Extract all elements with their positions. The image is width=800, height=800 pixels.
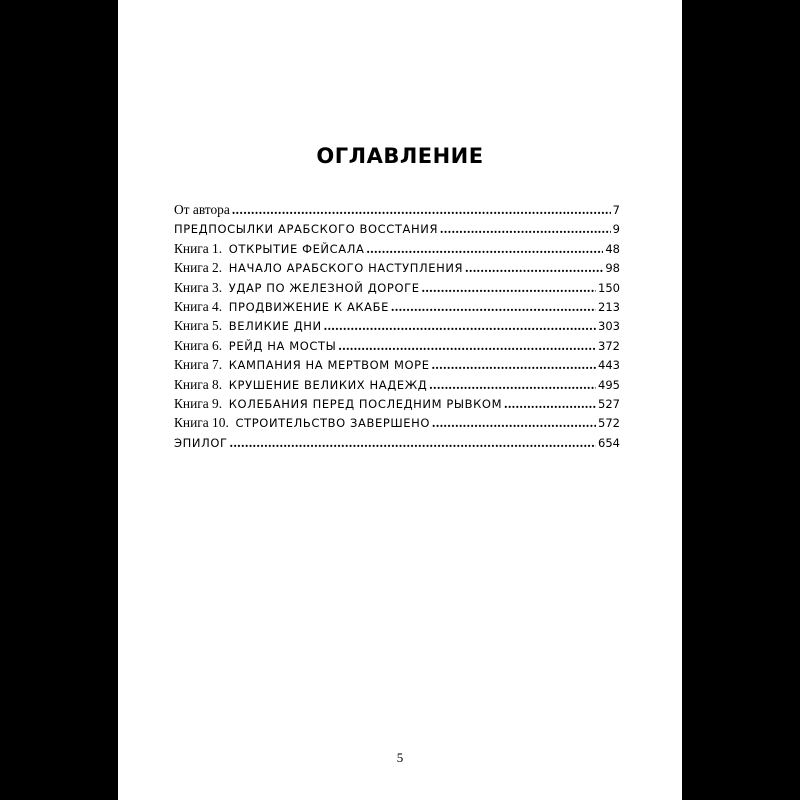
toc-entry-page: 372 <box>598 338 620 353</box>
toc-entry <box>174 338 620 357</box>
dot-leader <box>432 415 596 431</box>
toc-entry <box>174 415 620 434</box>
toc-entry-caption: ОТКРЫТИЕ ФЕЙСАЛА <box>228 241 365 256</box>
page-title: ОГЛАВЛЕНИЕ <box>316 144 484 168</box>
toc-entry-label: От автора <box>174 202 230 217</box>
toc-entry-label: Книга 5. <box>174 318 223 334</box>
toc-entry-caption: НАЧАЛО АРАБСКОГО НАСТУПЛЕНИЯ <box>228 261 464 276</box>
dot-leader <box>366 241 603 257</box>
dot-leader <box>324 318 596 334</box>
dot-leader <box>504 396 596 412</box>
toc-entry-caption: РЕЙД НА МОСТЫ <box>228 338 337 353</box>
toc-entry-page: 7 <box>612 203 620 217</box>
dot-leader <box>432 357 596 373</box>
toc-entry-caption: КРУШЕНИЕ ВЕЛИКИХ НАДЕЖД <box>228 377 428 392</box>
toc-entry <box>174 221 620 240</box>
toc-entry-page: 213 <box>598 299 620 314</box>
right-black-margin <box>682 0 800 800</box>
toc-entry <box>174 357 620 376</box>
toc-entry <box>174 241 620 260</box>
toc-entry-page: 48 <box>605 241 620 256</box>
toc-entry <box>174 299 620 318</box>
dot-leader <box>429 377 596 393</box>
toc-entry-label: Книга 6. <box>174 337 223 353</box>
dot-leader <box>391 299 596 315</box>
toc-entry-label: ПРЕДПОСЫЛКИ АРАБСКОГО ВОССТАНИЯ <box>174 222 439 237</box>
dot-leader <box>440 221 611 237</box>
toc-entry-caption: ВЕЛИКИЕ ДНИ <box>228 319 322 334</box>
toc-entry <box>174 396 620 415</box>
toc-entry-caption: КОЛЕБАНИЯ ПЕРЕД ПОСЛЕДНИМ РЫВКОМ <box>228 396 503 411</box>
dot-leader <box>465 260 603 276</box>
toc-entry <box>174 377 620 396</box>
toc-entry-page: 98 <box>605 261 620 276</box>
toc-entry <box>174 280 620 299</box>
toc-entry-page: 654 <box>598 435 620 450</box>
toc-entry <box>174 318 620 337</box>
toc-entry-label: ЭПИЛОГ <box>174 435 228 450</box>
dot-leader <box>338 338 596 354</box>
toc-entry-label: Книга 4. <box>174 298 223 314</box>
page-number: 5 <box>396 750 404 765</box>
toc-entry-label: Книга 8. <box>174 376 223 392</box>
toc-entry-label: Книга 10. <box>174 415 229 431</box>
toc-entry-label: Книга 9. <box>174 395 223 411</box>
toc-entry <box>174 435 620 454</box>
toc-entry-caption: ПРОДВИЖЕНИЕ К АКАБЕ <box>228 299 390 314</box>
toc-entry-page: 303 <box>598 319 620 334</box>
toc-entry-page: 443 <box>598 358 620 373</box>
toc-entry-label: Книга 1. <box>174 240 223 256</box>
book-page <box>118 0 682 800</box>
table-of-contents <box>174 202 620 454</box>
dot-leader <box>230 435 596 451</box>
left-black-margin <box>0 0 118 800</box>
toc-entry-caption: КАМПАНИЯ НА МЕРТВОМ МОРЕ <box>228 358 430 373</box>
dot-leader <box>232 202 611 218</box>
toc-entry-page: 527 <box>598 396 620 411</box>
toc-entry-label: Книга 7. <box>174 357 223 373</box>
toc-entry-page: 150 <box>598 280 620 295</box>
toc-entry <box>174 202 620 221</box>
toc-entry-label: Книга 3. <box>174 279 223 295</box>
toc-entry-caption: СТРОИТЕЛЬСТВО ЗАВЕРШЕНО <box>235 416 431 431</box>
dot-leader <box>422 280 596 296</box>
toc-entry-page: 572 <box>598 416 620 431</box>
toc-entry <box>174 260 620 279</box>
toc-entry-page: 495 <box>598 377 620 392</box>
toc-entry-page: 9 <box>612 222 620 237</box>
toc-entry-label: Книга 2. <box>174 260 223 276</box>
toc-entry-caption: УДАР ПО ЖЕЛЕЗНОЙ ДОРОГЕ <box>228 280 420 295</box>
